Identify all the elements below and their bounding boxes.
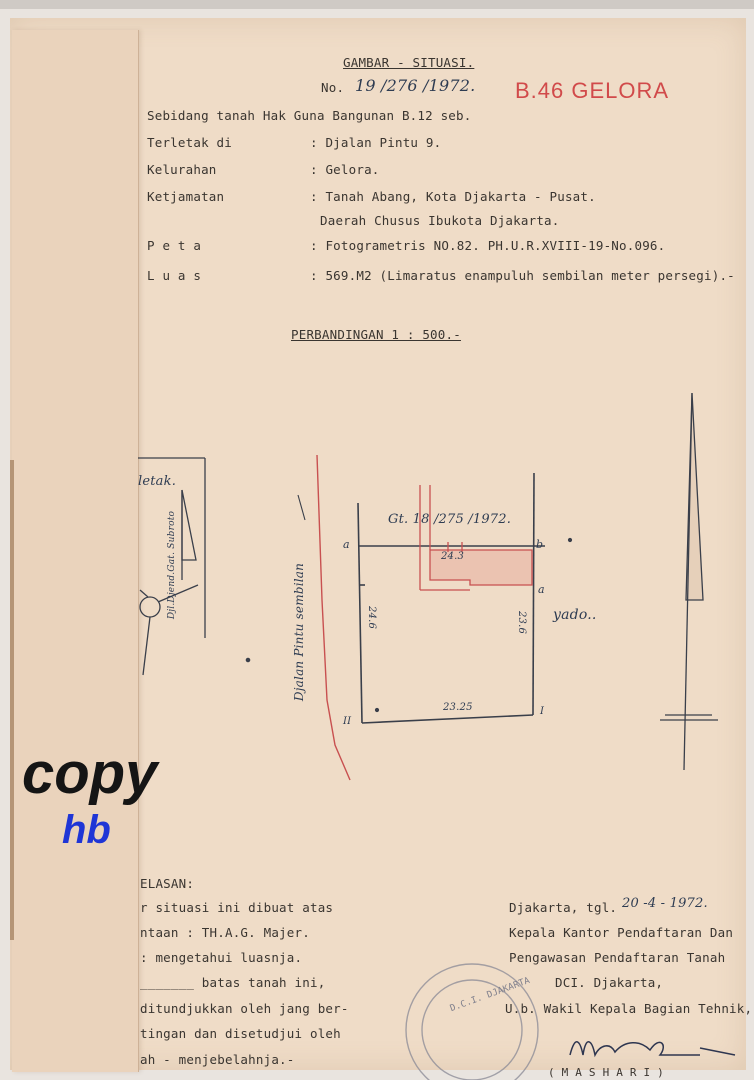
intro-line: Sebidang tanah Hak Guna Bangunan B.12 seb.	[147, 108, 472, 123]
inset-street-label: Djl.Djend.Gat. Subroto	[167, 510, 178, 620]
neighbor-building	[420, 485, 532, 590]
field-label-location: Terletak di	[147, 135, 232, 150]
dimension-right: 23.6	[516, 610, 528, 635]
notes-line: ah - menjebelahnja.-	[140, 1052, 295, 1067]
dimension-bottom: 23.25	[443, 702, 473, 713]
inset-location-label: letak.	[138, 474, 177, 489]
stamp-text: D.C.I. DJAKARTA	[448, 975, 532, 1015]
field-label-peta: P e t a	[147, 238, 202, 253]
signature-line: DCI. Djakarta,	[555, 975, 664, 990]
signature-line: Kepala Kantor Pendaftaran Dan	[509, 925, 734, 940]
parcel-reference: Gt. 18 /275 /1972.	[388, 512, 512, 527]
field-value-kelurahan: : Gelora.	[310, 162, 380, 177]
north-arrow-icon	[660, 393, 718, 770]
field-value-luas: : 569.M2 (Limaratus enampuluh sembilan meter persegi).-	[310, 268, 735, 283]
dimension-left: 24.6	[366, 605, 378, 630]
field-label-luas: L u a s	[147, 268, 202, 283]
notes-line: ditundjukkan oleh jang ber-	[140, 1001, 349, 1016]
corner-b: b	[536, 538, 544, 551]
notes-line: : mengetahui luasnja.	[140, 950, 303, 965]
corner-a-right: a	[538, 583, 545, 596]
notes-heading: ELASAN:	[140, 876, 195, 891]
notes-line: tingan dan disetudjui oleh	[140, 1026, 341, 1041]
corner-a-left: a	[343, 538, 350, 551]
field-label-ketjamatan: Ketjamatan	[147, 189, 225, 204]
street-label: Djalan Pintu sembilan	[292, 562, 307, 702]
document-title: GAMBAR - SITUASI.	[343, 55, 475, 70]
field-value-peta: : Fotogrametris NO.82. PH.U.R.XVIII-19-No.096.	[310, 238, 666, 253]
street-boundary	[317, 455, 350, 780]
signature-line: U.b. Wakil Kepala Bagian Tehnik,	[505, 1001, 753, 1016]
field-label-kelurahan: Kelurahan	[147, 162, 217, 177]
signature-line: Pengawasan Pendaftaran Tanah	[509, 950, 726, 965]
dimension-top: 24.3	[441, 551, 465, 562]
document-number-value: 19 /276 /1972.	[355, 76, 476, 95]
red-annotation: B.46 GELORA	[515, 78, 670, 103]
document-number-label: No.	[321, 80, 345, 95]
scale-label: PERBANDINGAN 1 : 500.-	[291, 327, 461, 342]
parcel-outline	[358, 473, 545, 723]
field-value-ketjamatan: : Tanah Abang, Kota Djakarta - Pusat.	[310, 189, 596, 204]
neighbor-label: yado..	[553, 607, 597, 623]
signature-scribble	[570, 1042, 735, 1055]
date-value: 20 -4 - 1972.	[622, 896, 708, 911]
corner-ii: II	[343, 716, 352, 727]
date-label: Djakarta, tgl.	[509, 900, 618, 915]
notes-line: r situasi ini dibuat atas	[140, 900, 334, 915]
watermark-initials: hb	[62, 808, 111, 852]
corner-i: I	[540, 706, 545, 717]
notes-line: _______ batas tanah ini,	[140, 975, 326, 990]
field-value-region: Daerah Chusus Ibukota Djakarta.	[320, 213, 560, 228]
watermark-copy: copy	[22, 741, 158, 806]
field-value-location: : Djalan Pintu 9.	[310, 135, 442, 150]
notes-line: ntaan : TH.A.G. Majer.	[140, 925, 310, 940]
official-name: ( M A S H A R I )	[548, 1066, 664, 1079]
